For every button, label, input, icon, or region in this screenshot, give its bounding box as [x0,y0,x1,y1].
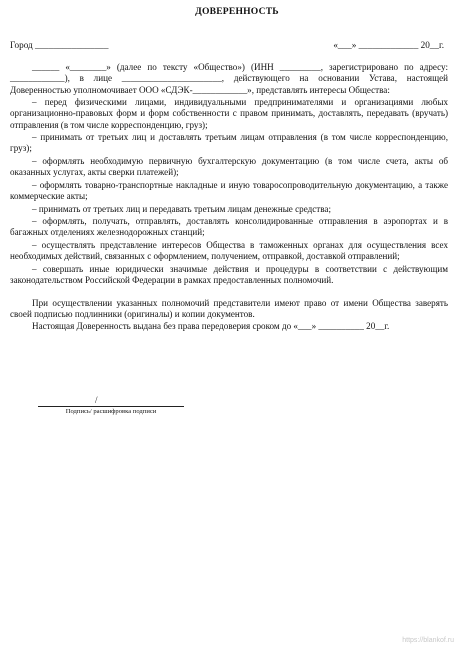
authority-item: – принимать от третьих лиц и передавать третьим лицам денежные средства; [32,203,331,214]
date-field: «___» _____________ 20__г. [333,40,444,50]
spacer [10,286,448,298]
document-title: ДОВЕРЕННОСТЬ [195,6,279,17]
authority-item: – принимать от третьих лиц и доставлять третьим лицам отправления (в том числе корреспонденцию, груз); [10,132,448,154]
authority-item: – совершать иные юридически значимые действия и процедуры в соответствии с действующим законодательством Российской Федерации в рамках предоставленных полномочий. [10,263,448,285]
authority-item: – перед физическими лицами, индивидуальными предпринимателями и организациями любых организационно-правовых форм и форм собственности с правом принимать, доставлять, передавать (вручать) отправления (в том числе корреспонденцию, груз); [10,97,448,130]
signature-line [38,396,184,407]
authority-item: – оформлять товарно-транспортные накладные и иную товаросопроводительную документацию, а также коммерческие акты; [10,179,448,202]
rights-paragraph: При осуществлении указанных полномочий представители имеют право от имени Общества заверять своей подписью подлинники (оригиналы) и копии документов. [10,298,448,320]
authority-item: – осуществлять представление интересов Общества в таможенных органах для осуществления всех необходимых действий, связанных с оформлением, получением, отправкой, доставкой отправлений; [10,239,448,262]
signature-caption: Подпись/ расшифровка подписи [65,408,157,415]
signature-slash: / [95,395,98,405]
authority-item: – оформлять необходимую первичную бухгалтерскую документацию (в том числе счета, акты об оказанных услугах, акты сверки платежей); [10,155,448,178]
intro-paragraph: ______ «________» (далее по тексту «Общество») (ИНН _________, зарегистрировано по адресу: ____________), в лице ______________________, действующего на основании Устава, настоящей Доверенностью уполномочивает ООО «СДЭК-____________», представлять интересы Общества: [10,62,448,95]
watermark-url: https://blankof.ru [402,637,454,644]
city-field: Город ________________ [10,40,109,50]
authority-item: – оформлять, получать, отправлять, доставлять консолидированные отправления в аэропортах и в багажных отделениях железнодорожных станций; [10,215,448,238]
document-body [10,62,448,332]
term-paragraph: Настоящая Доверенность выдана без права передоверия сроком до «___» __________ 20__г. [32,320,390,331]
signature-block [38,396,184,415]
